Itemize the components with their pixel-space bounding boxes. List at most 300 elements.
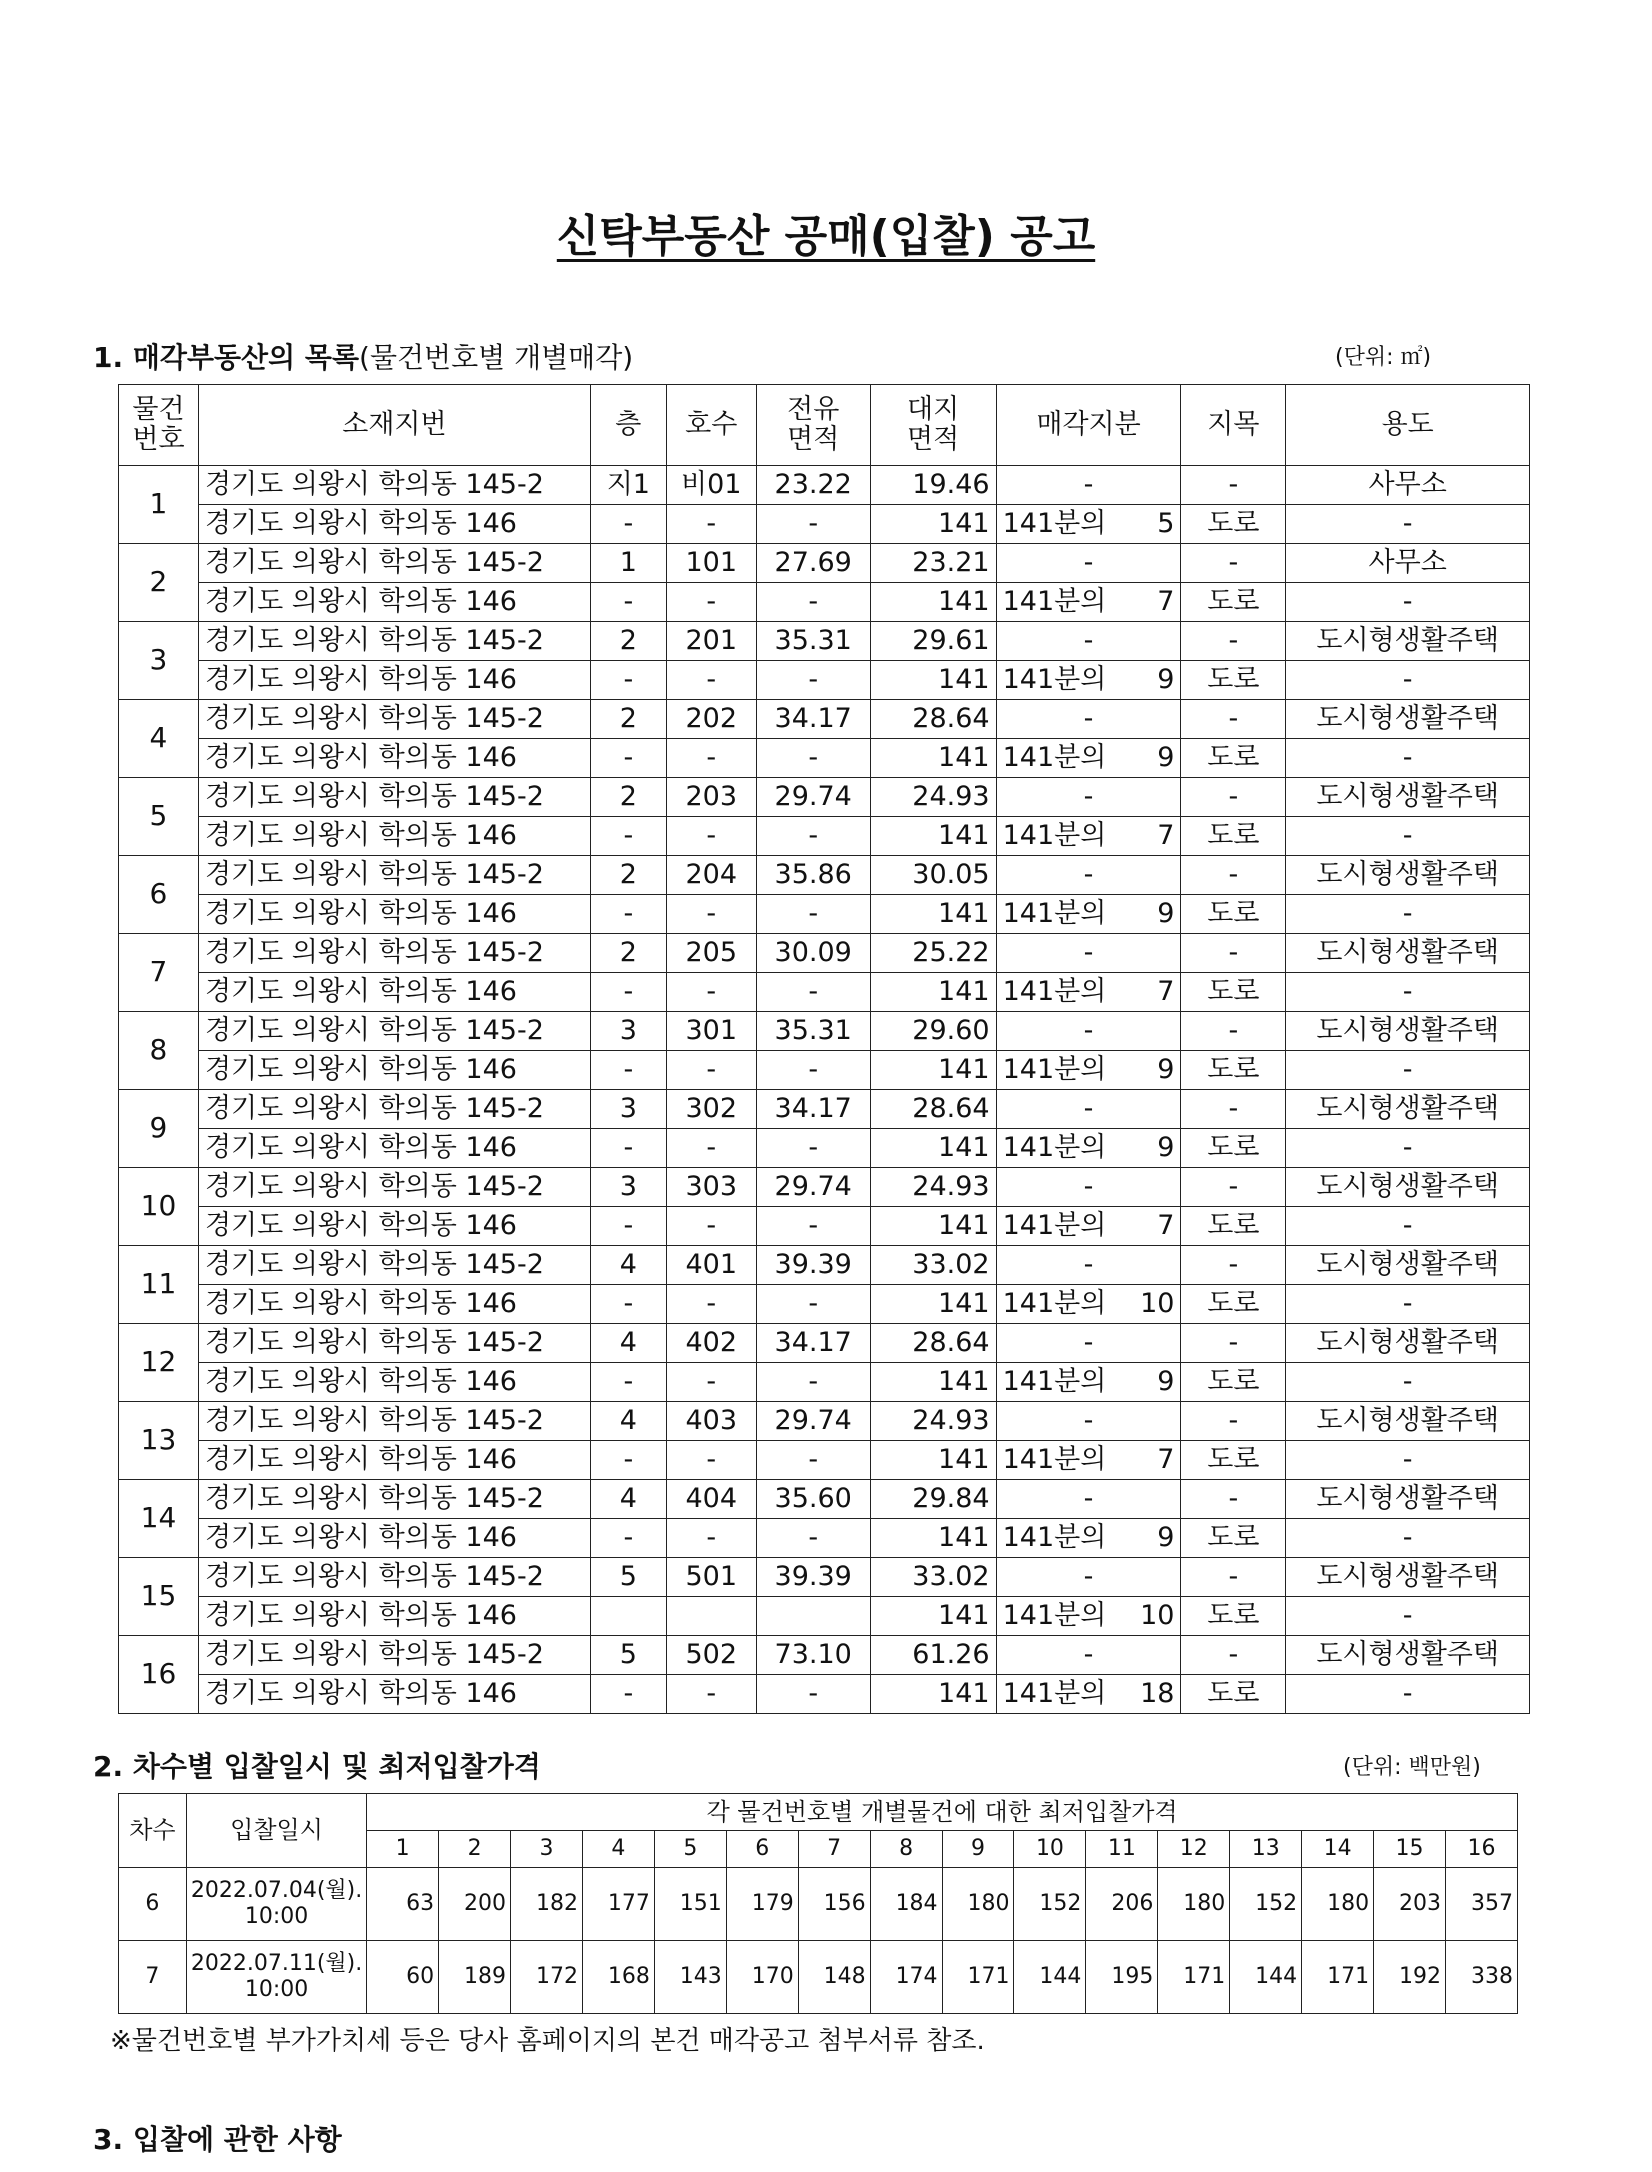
share-label: 141분의 — [1002, 1054, 1107, 1086]
table-row — [119, 1207, 1530, 1246]
bid-header-row-1 — [119, 1794, 1518, 1831]
land-area-cell: 141 — [870, 661, 996, 700]
address-cell: 경기도 의왕시 학의동 145-2 — [198, 466, 590, 505]
address-cell: 경기도 의왕시 학의동 145-2 — [198, 934, 590, 973]
floor-cell: 4 — [590, 1402, 666, 1441]
unit-cell: - — [666, 739, 756, 778]
land-category-cell: 도로 — [1181, 973, 1286, 1012]
land-category-cell: 도로 — [1181, 1597, 1286, 1636]
floor-cell: - — [590, 1363, 666, 1402]
bid-date: 2022.07.11(월). — [190, 1950, 363, 1976]
unit-cell: - — [666, 973, 756, 1012]
exclusive-area-cell: 35.31 — [756, 1012, 870, 1051]
land-area-cell: 25.22 — [870, 934, 996, 973]
share-label: 141분의 — [1002, 664, 1107, 696]
table-row — [119, 1558, 1530, 1597]
address-cell: 경기도 의왕시 학의동 145-2 — [198, 856, 590, 895]
price-cell: 200 — [439, 1868, 511, 1941]
price-cell: 171 — [1158, 1941, 1230, 2014]
land-category-cell: 도로 — [1181, 1285, 1286, 1324]
land-category-cell: - — [1181, 622, 1286, 661]
usage-cell: - — [1286, 1441, 1530, 1480]
table-row — [119, 778, 1530, 817]
price-cell: 182 — [511, 1868, 583, 1941]
usage-cell: - — [1286, 895, 1530, 934]
item-number: 3 — [119, 622, 199, 700]
floor-cell: - — [590, 661, 666, 700]
header-unit-no: 호수 — [666, 385, 756, 466]
unit-cell: - — [666, 1675, 756, 1714]
share-cell: - — [996, 622, 1181, 661]
land-category-cell: 도로 — [1181, 1129, 1286, 1168]
item-number: 4 — [119, 700, 199, 778]
usage-cell: 도시형생활주택 — [1286, 934, 1530, 973]
land-area-cell: 141 — [870, 1519, 996, 1558]
usage-cell: 도시형생활주택 — [1286, 700, 1530, 739]
table-row — [119, 1324, 1530, 1363]
floor-cell: - — [590, 505, 666, 544]
share-numerator: 10 — [1140, 1600, 1175, 1632]
unit-cell: 201 — [666, 622, 756, 661]
address-cell: 경기도 의왕시 학의동 146 — [198, 505, 590, 544]
share-label: 141분의 — [1002, 586, 1107, 618]
share-label: 141분의 — [1002, 898, 1107, 930]
share-cell — [996, 1129, 1181, 1168]
usage-cell: - — [1286, 739, 1530, 778]
price-cell: 143 — [654, 1941, 726, 2014]
item-number: 9 — [119, 1090, 199, 1168]
exclusive-area-cell: - — [756, 895, 870, 934]
unit-cell: - — [666, 1285, 756, 1324]
unit-cell: - — [666, 661, 756, 700]
share-cell — [996, 1285, 1181, 1324]
datetime-cell — [186, 1941, 366, 2014]
land-category-cell: - — [1181, 466, 1286, 505]
land-area-cell: 33.02 — [870, 1246, 996, 1285]
share-label: 141분의 — [1002, 508, 1107, 540]
land-category-cell: 도로 — [1181, 583, 1286, 622]
land-category-cell: - — [1181, 1402, 1286, 1441]
exclusive-area-cell: 29.74 — [756, 778, 870, 817]
item-number: 16 — [119, 1636, 199, 1714]
share-cell: - — [996, 544, 1181, 583]
address-cell: 경기도 의왕시 학의동 145-2 — [198, 1480, 590, 1519]
share-cell: - — [996, 1558, 1181, 1597]
floor-cell: - — [590, 1441, 666, 1480]
unit-cell: 비01 — [666, 466, 756, 505]
price-cell: 180 — [942, 1868, 1014, 1941]
price-cell: 168 — [582, 1941, 654, 2014]
price-cell: 179 — [726, 1868, 798, 1941]
land-area-cell: 141 — [870, 739, 996, 778]
table-row — [119, 934, 1530, 973]
land-category-cell: 도로 — [1181, 1051, 1286, 1090]
price-cell: 156 — [798, 1868, 870, 1941]
floor-cell: 2 — [590, 778, 666, 817]
unit-cell: - — [666, 1207, 756, 1246]
usage-cell: 도시형생활주택 — [1286, 778, 1530, 817]
share-cell: - — [996, 778, 1181, 817]
item-number: 1 — [119, 466, 199, 544]
table-row — [119, 1402, 1530, 1441]
table-row — [119, 739, 1530, 778]
address-cell: 경기도 의왕시 학의동 145-2 — [198, 622, 590, 661]
header-round: 차수 — [119, 1794, 187, 1868]
exclusive-area-cell: - — [756, 973, 870, 1012]
table-row — [119, 1868, 1518, 1941]
item-number: 11 — [119, 1246, 199, 1324]
usage-cell: 도시형생활주택 — [1286, 1090, 1530, 1129]
price-cell: 206 — [1086, 1868, 1158, 1941]
usage-cell: 도시형생활주택 — [1286, 622, 1530, 661]
usage-cell: 도시형생활주택 — [1286, 1636, 1530, 1675]
land-category-cell: - — [1181, 856, 1286, 895]
share-label: 141분의 — [1002, 1678, 1107, 1710]
price-cell: 63 — [367, 1868, 439, 1941]
price-cell: 172 — [511, 1941, 583, 2014]
address-cell: 경기도 의왕시 학의동 146 — [198, 1129, 590, 1168]
item-number: 2 — [119, 544, 199, 622]
exclusive-area-cell: 35.86 — [756, 856, 870, 895]
exclusive-area-cell: 34.17 — [756, 1324, 870, 1363]
share-cell — [996, 1675, 1181, 1714]
address-cell: 경기도 의왕시 학의동 145-2 — [198, 1168, 590, 1207]
land-area-cell: 23.21 — [870, 544, 996, 583]
price-cell: 170 — [726, 1941, 798, 2014]
header-land-category: 지목 — [1181, 385, 1286, 466]
property-header-row — [119, 385, 1530, 466]
item-number: 7 — [119, 934, 199, 1012]
unit-cell: 301 — [666, 1012, 756, 1051]
usage-cell: - — [1286, 583, 1530, 622]
address-cell: 경기도 의왕시 학의동 146 — [198, 661, 590, 700]
share-cell: - — [996, 856, 1181, 895]
share-label: 141분의 — [1002, 1132, 1107, 1164]
share-numerator: 9 — [1157, 1054, 1175, 1086]
section3-heading: 3. 입찰에 관한 사항 — [93, 2123, 342, 2156]
usage-cell: - — [1286, 505, 1530, 544]
floor-cell: - — [590, 973, 666, 1012]
header-floor: 층 — [590, 385, 666, 466]
share-label: 141분의 — [1002, 742, 1107, 774]
land-area-cell: 61.26 — [870, 1636, 996, 1675]
usage-cell: - — [1286, 1519, 1530, 1558]
land-category-cell: - — [1181, 700, 1286, 739]
address-cell: 경기도 의왕시 학의동 145-2 — [198, 544, 590, 583]
footnote: ※물건번호별 부가가치세 등은 당사 홈페이지의 본건 매각공고 첨부서류 참조. — [110, 2026, 985, 2056]
exclusive-area-cell: - — [756, 583, 870, 622]
usage-cell: - — [1286, 1675, 1530, 1714]
land-area-cell: 24.93 — [870, 778, 996, 817]
share-numerator: 9 — [1157, 1132, 1175, 1164]
usage-cell: 도시형생활주택 — [1286, 1324, 1530, 1363]
floor-cell: 지1 — [590, 466, 666, 505]
address-cell: 경기도 의왕시 학의동 146 — [198, 1675, 590, 1714]
table-row — [119, 1090, 1530, 1129]
share-cell: - — [996, 700, 1181, 739]
unit-cell: 501 — [666, 1558, 756, 1597]
table-row — [119, 1941, 1518, 2014]
unit-cell: 205 — [666, 934, 756, 973]
address-cell: 경기도 의왕시 학의동 146 — [198, 1207, 590, 1246]
unit-cell: 303 — [666, 1168, 756, 1207]
share-label: 141분의 — [1002, 1600, 1107, 1632]
item-number: 14 — [119, 1480, 199, 1558]
share-cell: - — [996, 1402, 1181, 1441]
table-row — [119, 1012, 1530, 1051]
price-cell: 171 — [942, 1941, 1014, 2014]
header-item-7: 7 — [798, 1831, 870, 1868]
header-item-2: 2 — [439, 1831, 511, 1868]
unit-cell: - — [666, 1129, 756, 1168]
header-land-area: 대지 면적 — [870, 385, 996, 466]
item-number: 5 — [119, 778, 199, 856]
share-label: 141분의 — [1002, 820, 1107, 852]
unit-cell: - — [666, 505, 756, 544]
land-area-cell: 28.64 — [870, 1090, 996, 1129]
land-area-cell: 141 — [870, 1675, 996, 1714]
land-area-cell: 141 — [870, 973, 996, 1012]
exclusive-area-cell: - — [756, 1441, 870, 1480]
floor-cell: 2 — [590, 856, 666, 895]
address-cell: 경기도 의왕시 학의동 145-2 — [198, 1090, 590, 1129]
unit-cell — [666, 1597, 756, 1636]
exclusive-area-cell: - — [756, 1363, 870, 1402]
header-exclusive-area: 전유 면적 — [756, 385, 870, 466]
unit-cell: - — [666, 1363, 756, 1402]
land-category-cell: 도로 — [1181, 895, 1286, 934]
address-cell: 경기도 의왕시 학의동 146 — [198, 739, 590, 778]
header-item-no: 물건 번호 — [119, 385, 199, 466]
floor-cell: - — [590, 895, 666, 934]
address-cell: 경기도 의왕시 학의동 146 — [198, 973, 590, 1012]
header-item-9: 9 — [942, 1831, 1014, 1868]
share-cell: - — [996, 1012, 1181, 1051]
exclusive-area-cell: - — [756, 1285, 870, 1324]
land-area-cell: 33.02 — [870, 1558, 996, 1597]
address-cell: 경기도 의왕시 학의동 146 — [198, 1051, 590, 1090]
table-row — [119, 622, 1530, 661]
price-cell: 144 — [1230, 1941, 1302, 2014]
table-row — [119, 1636, 1530, 1675]
price-cell: 177 — [582, 1868, 654, 1941]
unit-cell: 202 — [666, 700, 756, 739]
floor-cell: 2 — [590, 700, 666, 739]
address-cell: 경기도 의왕시 학의동 146 — [198, 1597, 590, 1636]
land-area-cell: 141 — [870, 1597, 996, 1636]
table-row — [119, 856, 1530, 895]
usage-cell: - — [1286, 817, 1530, 856]
header-usage: 용도 — [1286, 385, 1530, 466]
floor-cell: - — [590, 1207, 666, 1246]
round-cell: 7 — [119, 1941, 187, 2014]
table-row — [119, 466, 1530, 505]
item-number: 8 — [119, 1012, 199, 1090]
address-cell: 경기도 의왕시 학의동 146 — [198, 1285, 590, 1324]
table-row — [119, 544, 1530, 583]
land-area-cell: 141 — [870, 895, 996, 934]
bid-date: 2022.07.04(월). — [190, 1877, 363, 1903]
exclusive-area-cell: 23.22 — [756, 466, 870, 505]
header-datetime: 입찰일시 — [186, 1794, 366, 1868]
share-numerator: 5 — [1157, 508, 1175, 540]
unit-cell: 204 — [666, 856, 756, 895]
exclusive-area-cell: - — [756, 1129, 870, 1168]
property-table-body — [119, 466, 1530, 1714]
price-cell: 203 — [1374, 1868, 1446, 1941]
unit-cell: 502 — [666, 1636, 756, 1675]
bid-time: 10:00 — [244, 1977, 309, 2002]
address-cell: 경기도 의왕시 학의동 146 — [198, 1441, 590, 1480]
exclusive-area-cell: 35.31 — [756, 622, 870, 661]
share-cell — [996, 1597, 1181, 1636]
share-numerator: 9 — [1157, 1366, 1175, 1398]
share-numerator: 7 — [1157, 586, 1175, 618]
land-category-cell: - — [1181, 1480, 1286, 1519]
section1-unit: (단위: ㎡) — [1335, 345, 1432, 370]
share-label: 141분의 — [1002, 1444, 1107, 1476]
land-category-cell: 도로 — [1181, 1363, 1286, 1402]
land-category-cell: - — [1181, 1324, 1286, 1363]
section2-heading: 2. 차수별 입찰일시 및 최저입찰가격 — [93, 1750, 541, 1783]
floor-cell: 2 — [590, 622, 666, 661]
price-cell: 152 — [1014, 1868, 1086, 1941]
land-area-cell: 28.64 — [870, 700, 996, 739]
share-label: 141분의 — [1002, 1366, 1107, 1398]
header-share: 매각지분 — [996, 385, 1181, 466]
share-cell — [996, 973, 1181, 1012]
usage-cell: 도시형생활주택 — [1286, 1168, 1530, 1207]
land-category-cell: 도로 — [1181, 739, 1286, 778]
address-cell: 경기도 의왕시 학의동 146 — [198, 1519, 590, 1558]
table-row — [119, 817, 1530, 856]
exclusive-area-cell: 27.69 — [756, 544, 870, 583]
usage-cell: - — [1286, 1051, 1530, 1090]
header-item-1: 1 — [367, 1831, 439, 1868]
exclusive-area-cell: 35.60 — [756, 1480, 870, 1519]
address-cell: 경기도 의왕시 학의동 146 — [198, 895, 590, 934]
land-category-cell: - — [1181, 1168, 1286, 1207]
price-cell: 171 — [1302, 1941, 1374, 2014]
share-numerator: 10 — [1140, 1288, 1175, 1320]
exclusive-area-cell — [756, 1597, 870, 1636]
exclusive-area-cell: - — [756, 1051, 870, 1090]
address-cell: 경기도 의왕시 학의동 146 — [198, 583, 590, 622]
land-area-cell: 141 — [870, 1051, 996, 1090]
header-address: 소재지번 — [198, 385, 590, 466]
page-title: 신탁부동산 공매(입찰) 공고 — [556, 211, 1096, 262]
share-cell: - — [996, 1168, 1181, 1207]
land-category-cell: 도로 — [1181, 1207, 1286, 1246]
usage-cell: - — [1286, 1285, 1530, 1324]
property-list-table — [118, 384, 1530, 1714]
table-row — [119, 661, 1530, 700]
unit-cell: 101 — [666, 544, 756, 583]
address-cell: 경기도 의왕시 학의동 145-2 — [198, 1558, 590, 1597]
land-area-cell: 141 — [870, 583, 996, 622]
address-cell: 경기도 의왕시 학의동 145-2 — [198, 1324, 590, 1363]
share-cell: - — [996, 1636, 1181, 1675]
usage-cell: 도시형생활주택 — [1286, 1246, 1530, 1285]
address-cell: 경기도 의왕시 학의동 146 — [198, 1363, 590, 1402]
share-cell — [996, 1051, 1181, 1090]
bid-table-body — [119, 1868, 1518, 2014]
usage-cell: - — [1286, 1597, 1530, 1636]
usage-cell: 도시형생활주택 — [1286, 1480, 1530, 1519]
round-cell: 6 — [119, 1868, 187, 1941]
unit-cell: 403 — [666, 1402, 756, 1441]
table-row — [119, 1480, 1530, 1519]
land-category-cell: - — [1181, 778, 1286, 817]
address-cell: 경기도 의왕시 학의동 145-2 — [198, 1246, 590, 1285]
land-category-cell: 도로 — [1181, 1675, 1286, 1714]
floor-cell: 3 — [590, 1012, 666, 1051]
table-row — [119, 1597, 1530, 1636]
item-number: 13 — [119, 1402, 199, 1480]
land-area-cell: 30.05 — [870, 856, 996, 895]
bid-schedule-table — [118, 1793, 1518, 2014]
section1-heading-paren: (물건번호별 개별매각) — [359, 341, 634, 374]
datetime-cell — [186, 1868, 366, 1941]
table-row — [119, 1285, 1530, 1324]
land-category-cell: - — [1181, 1246, 1286, 1285]
usage-cell: 도시형생활주택 — [1286, 1558, 1530, 1597]
exclusive-area-cell: 34.17 — [756, 700, 870, 739]
share-cell — [996, 583, 1181, 622]
price-cell: 144 — [1014, 1941, 1086, 2014]
table-row — [119, 583, 1530, 622]
share-cell — [996, 661, 1181, 700]
table-row — [119, 1675, 1530, 1714]
share-numerator: 7 — [1157, 820, 1175, 852]
share-cell — [996, 505, 1181, 544]
share-cell: - — [996, 1090, 1181, 1129]
share-cell — [996, 895, 1181, 934]
floor-cell: 5 — [590, 1636, 666, 1675]
address-cell: 경기도 의왕시 학의동 145-2 — [198, 700, 590, 739]
table-row — [119, 1246, 1530, 1285]
item-number: 12 — [119, 1324, 199, 1402]
unit-cell: - — [666, 1051, 756, 1090]
exclusive-area-cell: 29.74 — [756, 1402, 870, 1441]
land-area-cell: 141 — [870, 1207, 996, 1246]
price-cell: 357 — [1446, 1868, 1518, 1941]
share-cell: - — [996, 466, 1181, 505]
unit-cell: - — [666, 1441, 756, 1480]
share-cell: - — [996, 1480, 1181, 1519]
header-item-10: 10 — [1014, 1831, 1086, 1868]
land-area-cell: 141 — [870, 1285, 996, 1324]
price-cell: 180 — [1302, 1868, 1374, 1941]
land-area-cell: 141 — [870, 1129, 996, 1168]
land-area-cell: 29.84 — [870, 1480, 996, 1519]
address-cell: 경기도 의왕시 학의동 145-2 — [198, 1402, 590, 1441]
exclusive-area-cell: 39.39 — [756, 1558, 870, 1597]
table-row — [119, 1051, 1530, 1090]
header-item-15: 15 — [1374, 1831, 1446, 1868]
floor-cell: - — [590, 739, 666, 778]
land-category-cell: - — [1181, 544, 1286, 583]
land-category-cell: - — [1181, 1636, 1286, 1675]
share-numerator: 7 — [1157, 976, 1175, 1008]
floor-cell: - — [590, 1285, 666, 1324]
exclusive-area-cell: 30.09 — [756, 934, 870, 973]
floor-cell: - — [590, 1051, 666, 1090]
floor-cell: - — [590, 583, 666, 622]
unit-cell: - — [666, 895, 756, 934]
land-category-cell: - — [1181, 1012, 1286, 1051]
unit-cell: 203 — [666, 778, 756, 817]
